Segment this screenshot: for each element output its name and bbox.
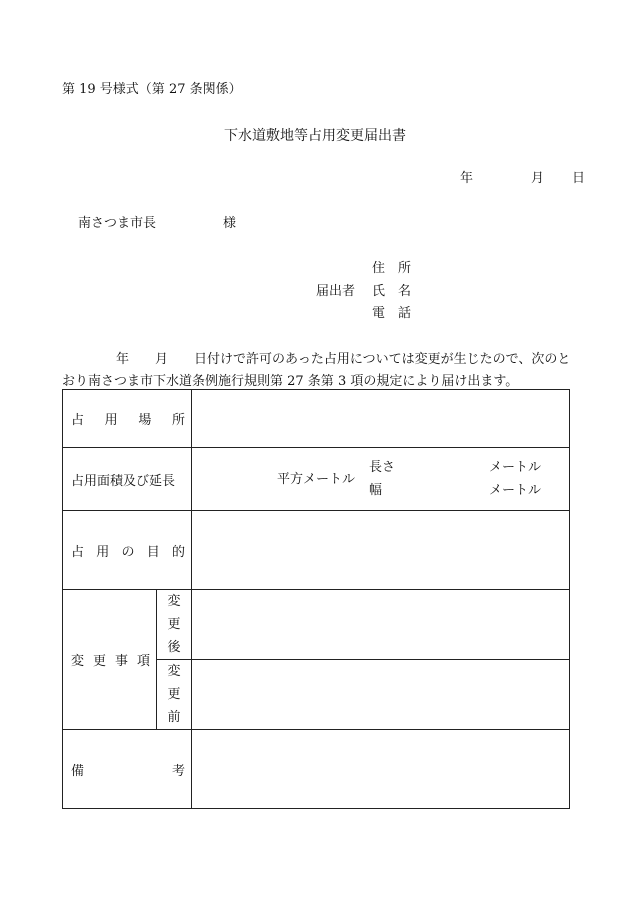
width-label: 幅 bbox=[369, 483, 383, 498]
address-label: 住 所 bbox=[372, 261, 412, 276]
application-table bbox=[62, 389, 570, 809]
remarks-field[interactable] bbox=[192, 730, 570, 809]
date-year: 年 bbox=[460, 171, 474, 186]
date-day: 日 bbox=[572, 171, 586, 186]
remarks-label: 備 考 bbox=[63, 730, 192, 809]
place-label: 占 用 場 所 bbox=[63, 390, 192, 448]
notifier-label: 届出者 bbox=[316, 284, 356, 299]
phone-label: 電 話 bbox=[372, 306, 412, 321]
area-field[interactable] bbox=[192, 448, 570, 511]
form-number: 第 19 号様式（第 27 条関係） bbox=[62, 82, 242, 97]
area-label: 占用面積及び延長 bbox=[63, 448, 192, 511]
area-unit: 平方メートル bbox=[277, 472, 356, 487]
purpose-field[interactable] bbox=[192, 511, 570, 590]
place-field[interactable] bbox=[192, 390, 570, 448]
length-label: 長さ bbox=[369, 460, 396, 475]
row-place bbox=[63, 390, 570, 448]
row-area bbox=[63, 448, 570, 511]
length-unit: メートル bbox=[489, 460, 542, 475]
date-line bbox=[460, 171, 585, 187]
purpose-label: 占 用 の 目 的 bbox=[63, 511, 192, 590]
addressee-honorific: 様 bbox=[223, 216, 237, 231]
before-field[interactable] bbox=[192, 660, 570, 730]
change-label: 変 更 事 項 bbox=[63, 590, 157, 730]
body-paragraph: 年 月 日付けで許可のあった占用については変更が生じたので、次のとおり南さつま市下水道条例施行規則第 27 条第 3 項の規定により届け出ます。 bbox=[62, 352, 571, 389]
before-label: 変 更 前 bbox=[157, 660, 192, 730]
date-month: 月 bbox=[531, 171, 545, 186]
row-remarks bbox=[63, 730, 570, 809]
document-title: 下水道敷地等占用変更届出書 bbox=[224, 128, 406, 144]
row-change-after bbox=[63, 590, 570, 660]
name-label: 氏 名 bbox=[372, 284, 412, 299]
width-unit: メートル bbox=[489, 483, 542, 498]
after-field[interactable] bbox=[192, 590, 570, 660]
row-purpose bbox=[63, 511, 570, 590]
addressee-name: 南さつま市長 bbox=[78, 216, 157, 231]
after-label: 変 更 後 bbox=[157, 590, 192, 660]
